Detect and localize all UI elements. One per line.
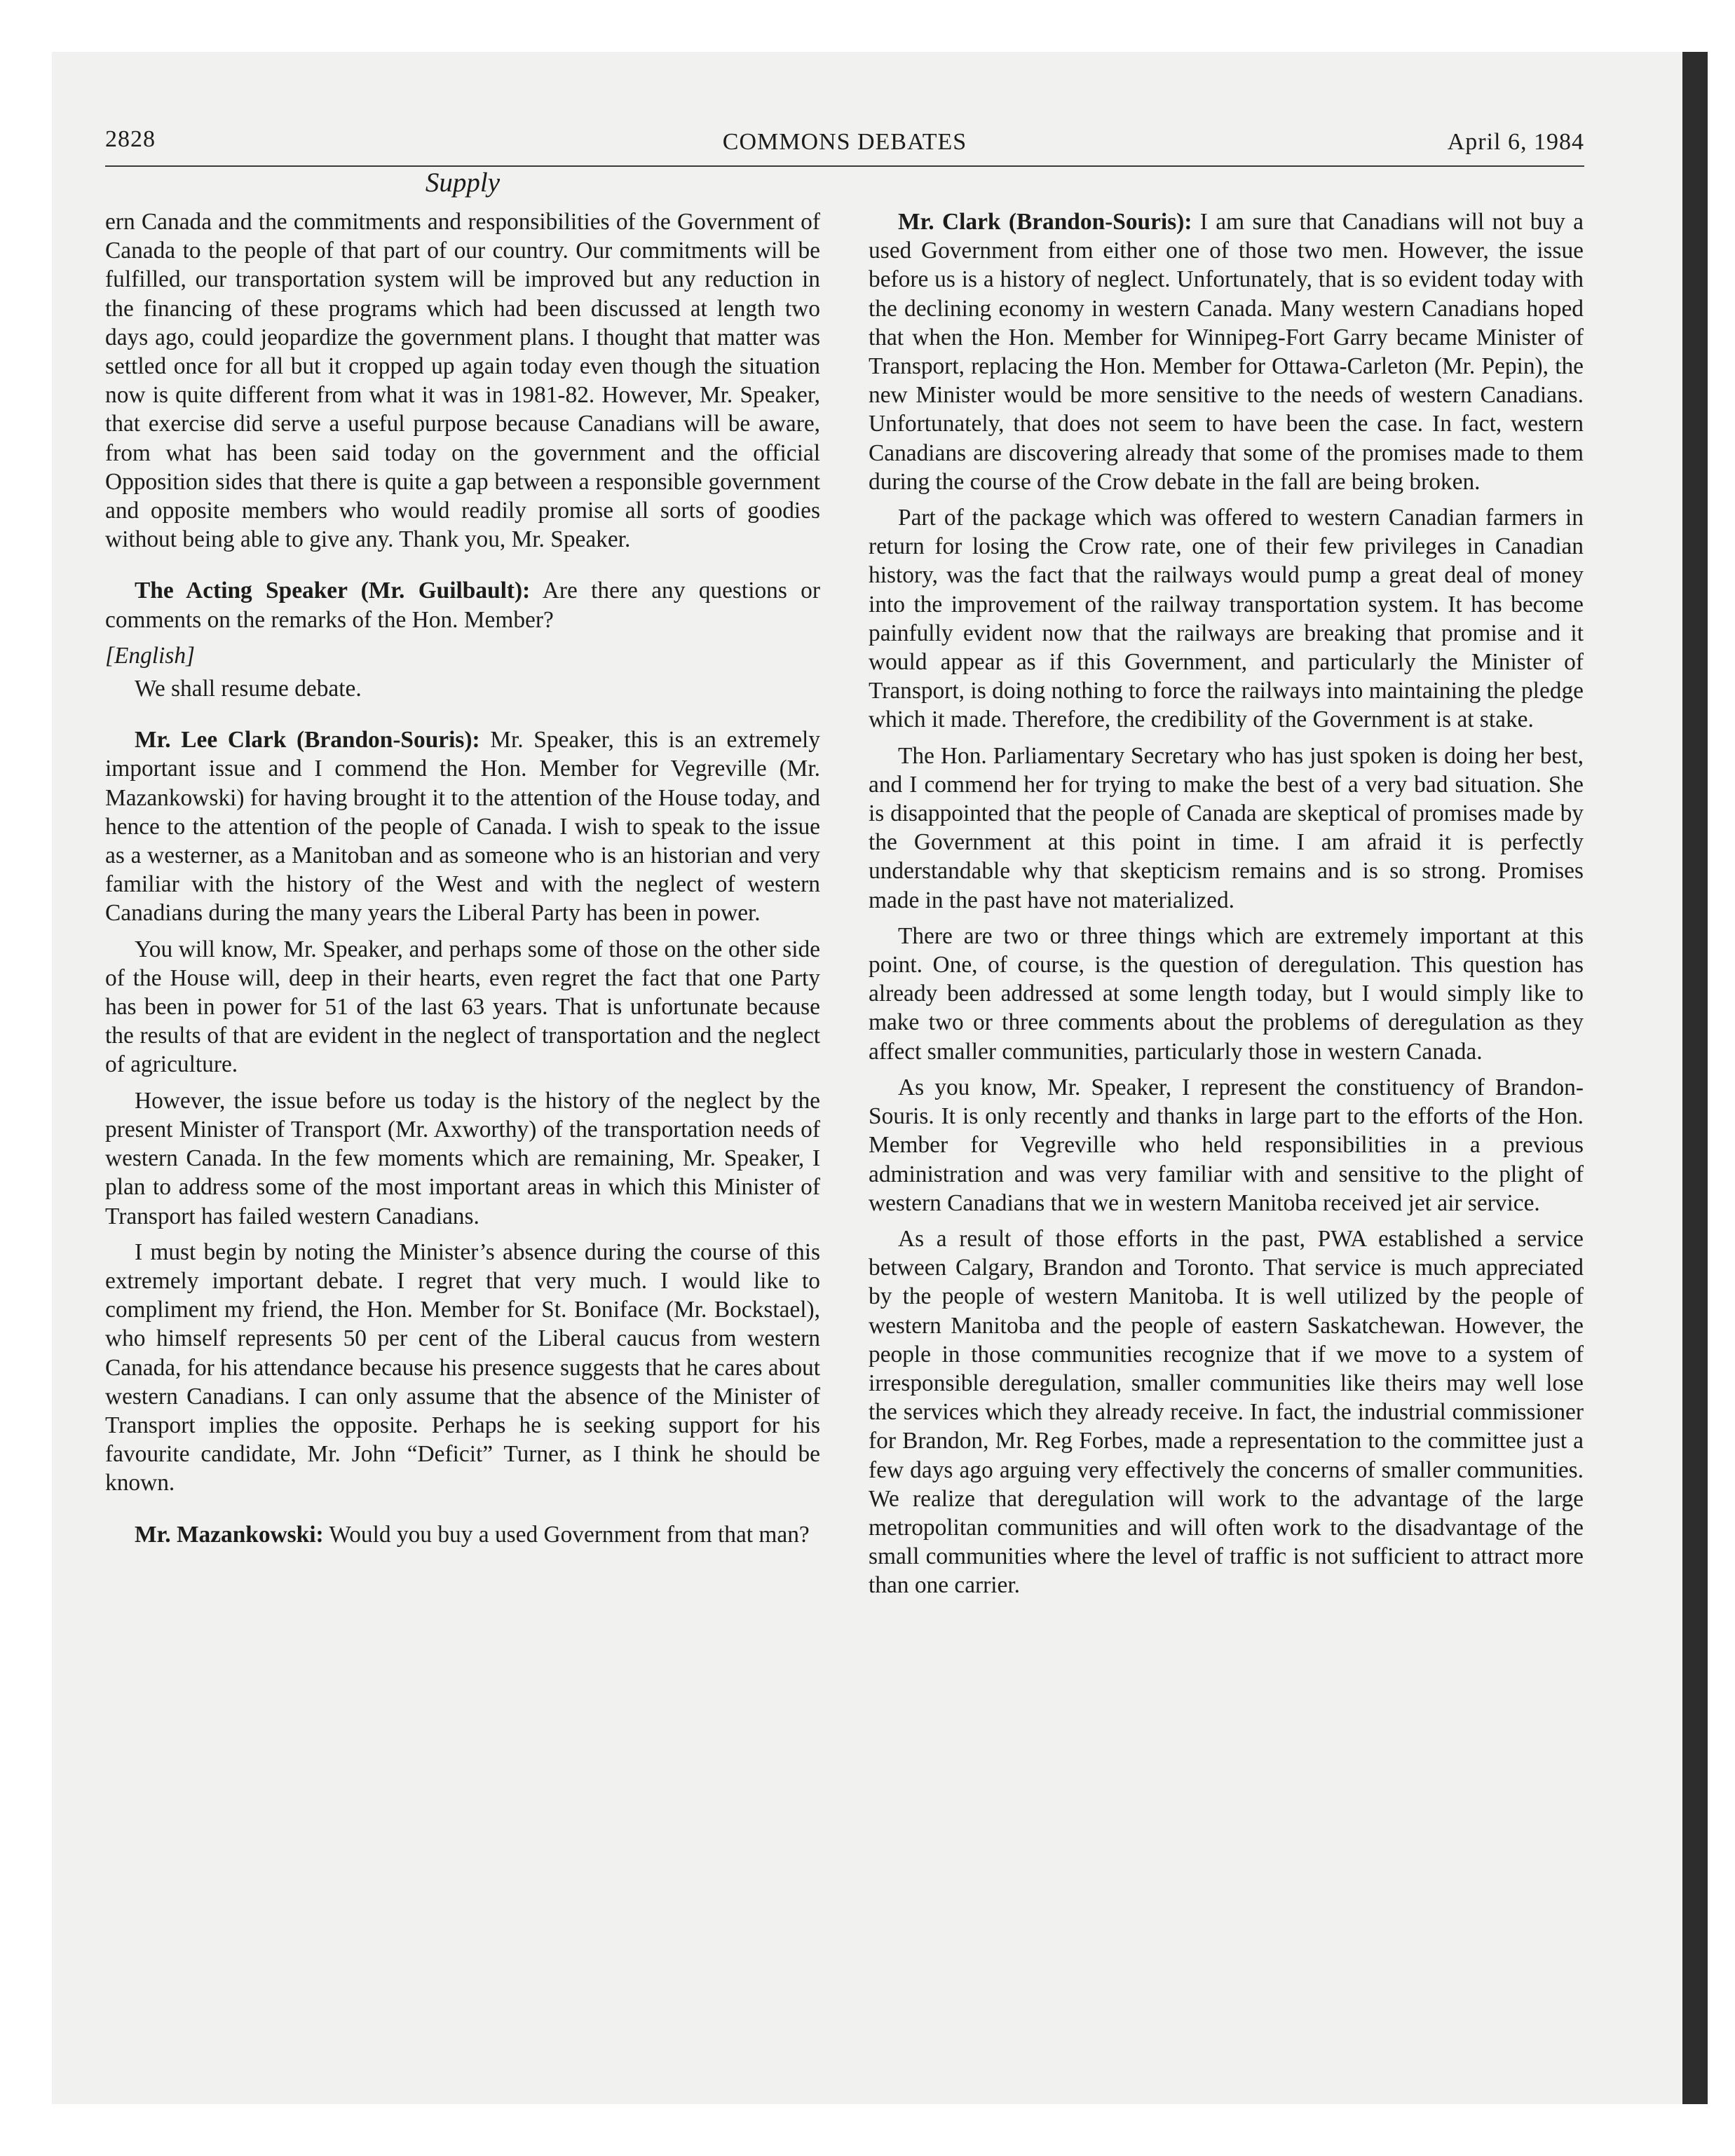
speech-text: I am sure that Canadians will not buy a used Government from either one of those two men. However, the issue before us is a history of neglect. Unfortunately, that is so evident today with the declining economy in western Canada. Many western Canadians hoped that when the Hon. Member for Winnipeg-Fort Garry became Minister of Transport, replacing the Hon. Member for Ottawa-Carleton (Mr. Pepin), the new Minister would be more sensitive to the needs of western Canadians. Unfortunately, that does not seem to have been the case. In fact, western Canadians are discovering already that some of the promises made to them during the course of the Crow debate in the fall are being broken. [869, 209, 1584, 495]
scan-edge-bar [1682, 52, 1708, 2104]
section-label: Supply [425, 168, 501, 198]
speech-paragraph [105, 725, 820, 927]
speech-text: Are there any questions or comments on the remarks of the Hon. Member? [105, 578, 821, 633]
speech-text: Mr. Speaker, this is an extremely important issue and I commend the Hon. Member for Vegreville (Mr. Mazankowski) for having brought it to the attention of the House today, and hence to the attention of the people of Canada. I wish to speak to the issue as a westerner, as a Manitoban and as someone who is an historian and very familiar with the history of the West and with the neglect of western Canadians during the many years the Liberal Party has been in power. [105, 727, 820, 927]
language-tag: [English] [105, 642, 196, 669]
speaker-name: Mr. Lee Clark (Brandon-Souris): [135, 727, 480, 753]
paragraph: However, the issue before us today is the history of the neglect by the present Minister of Transport (Mr. Axworthy) of the transportation needs of western Canada. In the few moments which are remaining, Mr. Speaker, I plan to address some of the most important areas in which this Minister of Transport has failed western Canadians. [105, 1087, 820, 1229]
paragraph: I must begin by noting the Minister’s absence during the course of this extremely important debate. I regret that very much. I would like to compliment my friend, the Hon. Member for St. Boniface (Mr. Bockstael), who himself represents 50 per cent of the Liberal caucus from western Canada, for his attendance because his presence suggests that he cares about western Canadians. I can only assume that the absence of the Minister of Transport implies the opposite. Perhaps he is seeking support for his favourite candidate, Mr. John “Deficit” Turner, as I think he should be known. [105, 1239, 820, 1496]
page-number: 2828 [105, 126, 156, 152]
paragraph: You will know, Mr. Speaker, and perhaps some of those on the other side of the House will, deep in their hearts, even regret the fact that one Party has been in power for 51 of the last 63 years. That is unfortunate because the results of that are evident in the neglect of transportation and the neglect of agriculture. [105, 936, 820, 1078]
paragraph: ern Canada and the commitments and responsibilities of the Government of Canada to the people of that part of our country. Our commitments will be fulfilled, our transportation system will be improved but any reduction in the financing of these programs which had been discussed at length two days ago, could jeopardize the government plans. I thought that matter was settled once for all but it cropped up again today even though the situation now is quite different from what it was in 1981-82. However, Mr. Speaker, that exercise did serve a useful purpose because Canadians will be aware, from what has been said today on the government and the official Opposition sides that there is quite a gap between a responsible government and opposite members who would readily promise all sorts of goodies without being able to give any. Thank you, Mr. Speaker. [105, 209, 820, 553]
speech-text: Would you buy a used Government from that man? [323, 1521, 810, 1548]
paragraph: Part of the package which was offered to western Canadian farmers in return for losing the Crow rate, one of their few privileges in Canadian history, was the fact that the railways would pump a great deal of money into the improvement of the railway transportation system. It has become painfully evident now that the railways are breaking that promise and it would appear as if this Government, and particularly the Minister of Transport, is doing nothing to force the railways into maintaining the pledge which it made. Therefore, the credibility of the Government is at stake. [869, 505, 1584, 733]
left-column [105, 207, 820, 1556]
speaker-name: Mr. Mazankowski: [135, 1521, 324, 1548]
paragraph: There are two or three things which are extremely important at this point. One, of course, is the question of deregulation. This question has already been addressed at some length today, but I would simply like to make two or three comments about the problems of deregulation as they affect smaller communities, particularly those in western Canada. [869, 922, 1584, 1065]
paragraph: As you know, Mr. Speaker, I represent the constituency of Brandon-Souris. It is only recently and thanks in large part to the efforts of the Hon. Member for Vegreville who held responsibilities in a previous administration and was very familiar with and sensitive to the plight of western Canadians that we in western Manitoba received jet air service. [869, 1074, 1584, 1216]
publication-date: April 6, 1984 [1447, 129, 1584, 155]
speech-paragraph [105, 576, 820, 634]
paragraph: We shall resume debate. [135, 676, 362, 702]
speech-paragraph [869, 207, 1584, 496]
publication-title: COMMONS DEBATES [722, 129, 967, 155]
paragraph: As a result of those efforts in the past, PWA established a service between Calgary, Brandon and Toronto. That service is much appreciated by the people of western Manitoba. It is well utilized by the people of western Manitoba and the people of eastern Saskatchewan. However, the people in those communities recognize that if we move to a system of irresponsible deregulation, smaller communities like theirs may well lose the services which they already receive. In fact, the industrial commissioner for Brandon, Mr. Reg Forbes, made a representation to the committee just a few days ago arguing very effectively the concerns of smaller communities. We realize that deregulation will work to the advantage of the large metropolitan communities and will often work to the disadvantage of the small communities where the level of traffic is not sufficient to attract more than one carrier. [869, 1225, 1584, 1599]
page-header [105, 116, 1584, 167]
right-column [869, 207, 1584, 1607]
speaker-name: The Acting Speaker (Mr. Guilbault): [135, 578, 531, 604]
speech-paragraph [105, 1520, 820, 1549]
speaker-name: Mr. Clark (Brandon-Souris): [898, 209, 1192, 235]
paragraph: The Hon. Parliamentary Secretary who has just spoken is doing her best, and I commend her for trying to make the best of a very bad situation. She is disappointed that the people of Canada are skeptical of promises made by the Government at this point in time. I am afraid it is perfectly understandable why that skepticism remains and is so strong. Promises made in the past have not materialized. [869, 742, 1584, 913]
